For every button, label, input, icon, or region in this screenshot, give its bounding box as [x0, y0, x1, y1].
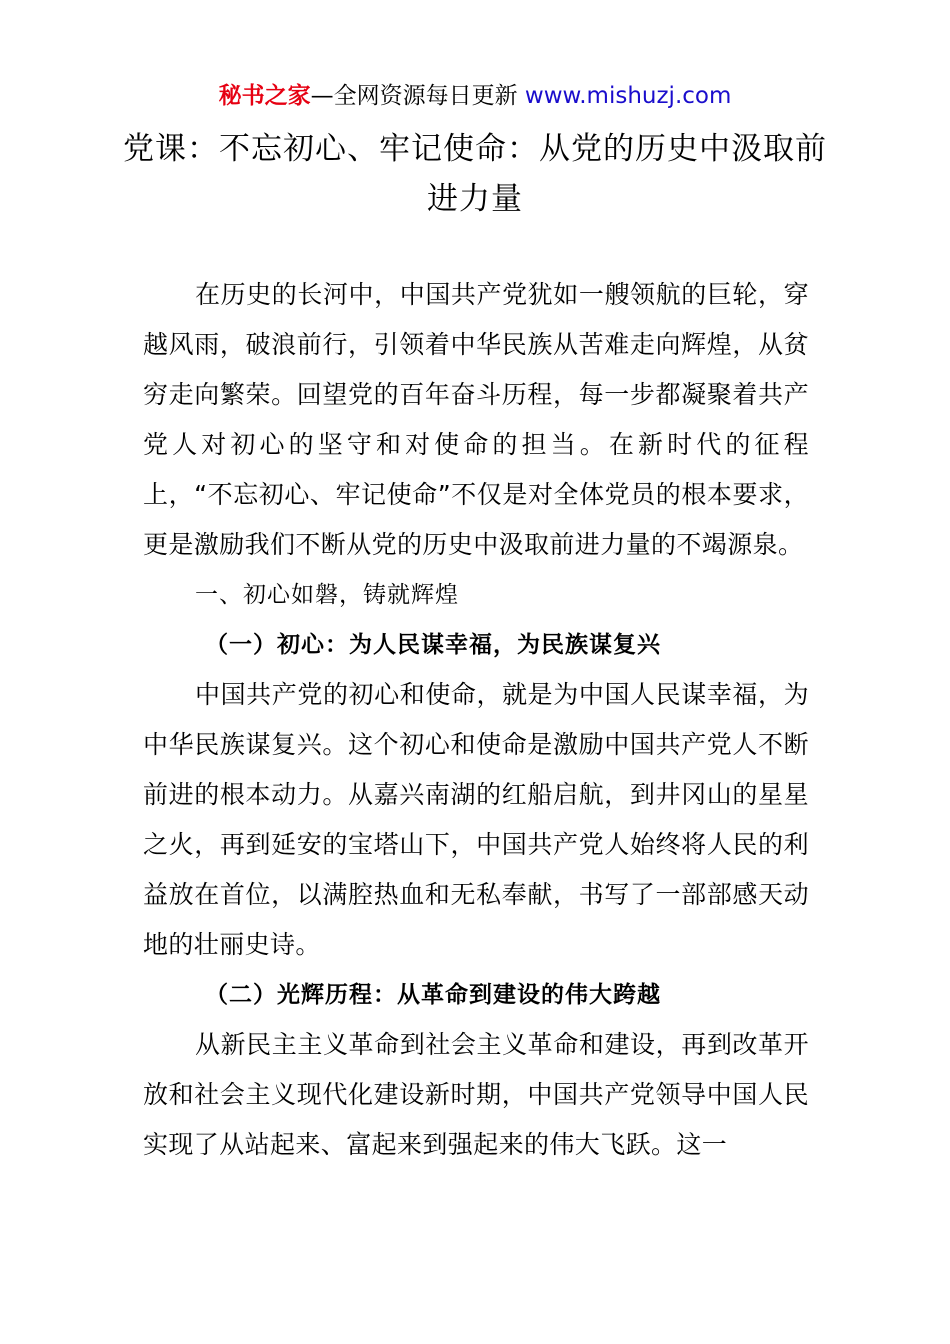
- intro-paragraph: 在历史的长河中，中国共产党犹如一艘领航的巨轮，穿越风雨，破浪前行，引领着中华民族从苦难走向辉煌，从贫穷走向繁荣。回望党的百年奋斗历程，每一步都凝聚着共产党人对初心的坚守和对使命的担当。在新时代的征程上，“不忘初心、牢记使命”不仅是对全体党员的根本要求，更是激励我们不断从党的历史中汲取前进力量的不竭源泉。: [143, 280, 809, 559]
- brand-name: 秘书之家: [218, 83, 311, 109]
- banner-slogan: —全网资源每日更新: [310, 83, 525, 109]
- subsection-heading: （一）初心：为人民谋幸福，为民族谋复兴: [205, 632, 661, 658]
- body-paragraph: 从新民主主义革命到社会主义革命和建设，再到改革开放和社会主义现代化建设新时期，中国共产党领导中国人民实现了从站起来、富起来到强起来的伟大飞跃。这一: [143, 1030, 809, 1159]
- site-banner: [0, 80, 950, 112]
- subsection-heading: （二）光辉历程：从革命到建设的伟大跨越: [205, 982, 661, 1008]
- section-heading: 一、初心如磐，铸就辉煌: [195, 582, 459, 608]
- document-body: [143, 270, 809, 1170]
- document-title: 党课：不忘初心、牢记使命：从党的历史中汲取前进力量: [123, 131, 827, 217]
- site-url-link[interactable]: www.mishuzj.com: [524, 83, 732, 109]
- body-paragraph: 中国共产党的初心和使命，就是为中国人民谋幸福，为中华民族谋复兴。这个初心和使命是激励中国共产党人不断前进的根本动力。从嘉兴南湖的红船启航，到井冈山的星星之火，再到延安的宝塔山下，中国共产党人始终将人民的利益放在首位，以满腔热血和无私奉献，书写了一部部感天动地的壮丽史诗。: [143, 680, 809, 959]
